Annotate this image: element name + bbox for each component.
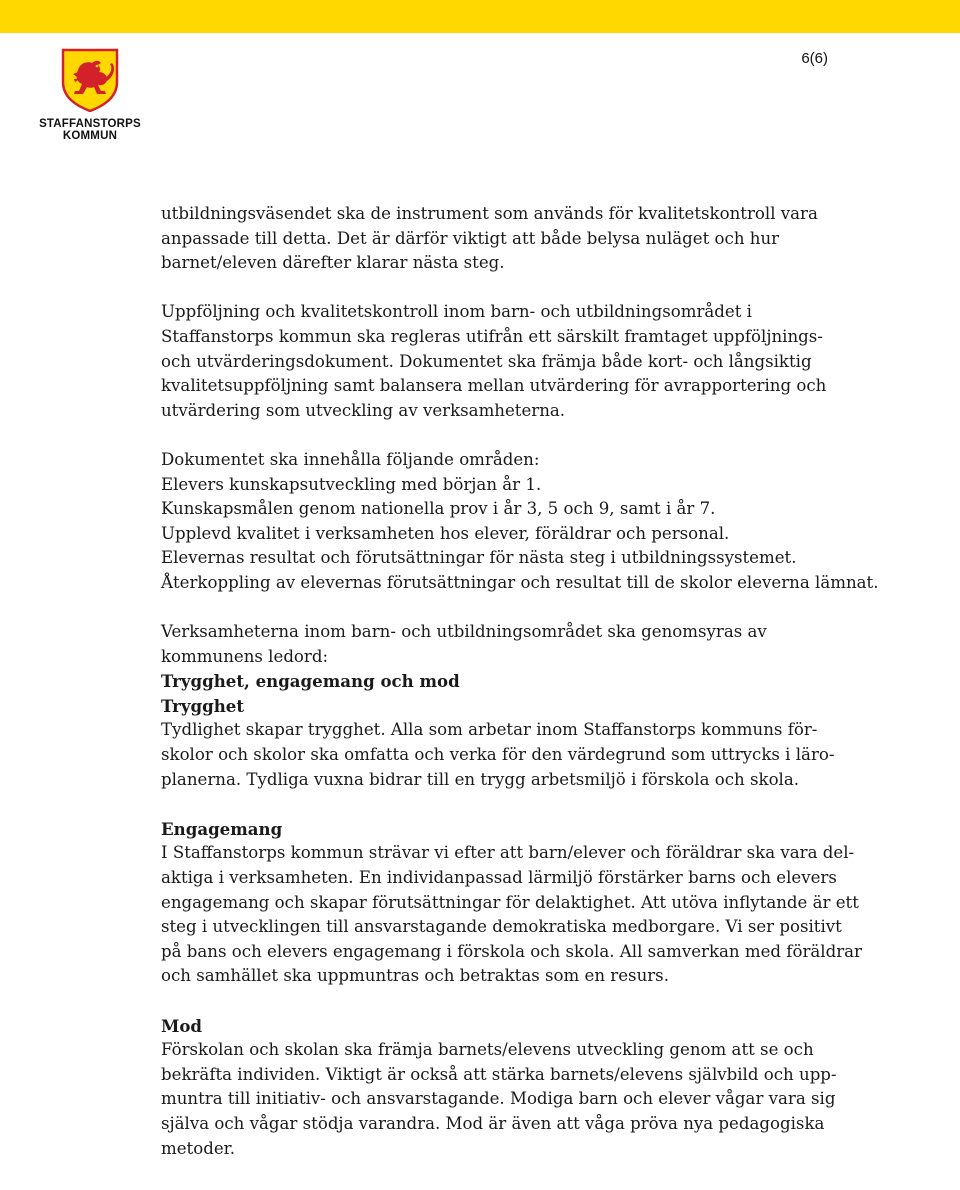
text-line: och samhället ska uppmuntras och betraktas som en resurs. [161,966,669,986]
motto-heading [161,669,896,694]
paragraph-areas [161,448,896,596]
text-line: steg i utvecklingen till ansvarstagande demokratiska medborgare. Vi ser positivt [161,917,842,937]
paragraph-followup [161,300,896,423]
paragraph-intro [161,202,896,276]
text-line: Verksamheterna inom barn- och utbildningsområdet ska genomsyras av [161,622,767,642]
section-mod [161,1014,896,1162]
text-line: Förskolan och skolan ska främja barnets/elevens utveckling genom att se och [161,1040,814,1060]
list-item: Kunskapsmålen genom nationella prov i år 3, 5 och 9, samt i år 7. [161,499,716,519]
municipality-logo [38,48,142,152]
text-line: Staffanstorps kommun ska regleras utifrån ett särskilt framtaget uppföljnings- [161,326,823,346]
list-item: Elevers kunskapsutveckling med början år 1. [161,474,542,494]
motto-text: Trygghet, engagemang och mod [161,671,460,692]
top-color-bar [0,0,960,33]
text-line: I Staffanstorps kommun strävar vi efter att barn/elever och föräldrar ska vara del- [161,843,855,863]
text-line: och utvärderingsdokument. Dokumentet ska främja både kort- och långsiktig [161,351,812,371]
text-line: engagemang och skapar förutsättningar för delaktighet. Att utöva inflytande är ett [161,892,859,912]
text-line: metoder. [161,1138,236,1158]
text-line: på bans och elevers engagemang i förskola och skola. All samverkan med föräldrar [161,941,862,961]
logo-text-line1: STAFFANSTORPS [39,118,141,130]
text-line: planerna. Tydliga vuxna bidrar till en trygg arbetsmiljö i förskola och skola. [161,769,800,789]
list-item: Upplevd kvalitet i verksamheten hos elever, föräldrar och personal. [161,523,730,543]
paragraph-motto-intro [161,620,896,669]
section-heading: Mod [161,1015,203,1036]
text-line: kvalitetsuppföljning samt balansera mellan utvärdering för avrapportering och [161,376,827,396]
text-line: Uppföljning och kvalitetskontroll inom barn- och utbildningsområdet i [161,302,752,322]
list-item: Elevernas resultat och förutsättningar för nästa steg i utbildningssystemet. [161,548,797,568]
text-line: anpassade till detta. Det är därför viktigt att både belysa nuläget och hur [161,228,780,248]
text-line: Tydlighet skapar trygghet. Alla som arbetar inom Staffanstorps kommuns för- [161,720,818,740]
section-heading: Trygghet [161,695,245,716]
text-line: bekräfta individen. Viktigt är också att stärka barnets/elevens självbild och upp- [161,1064,837,1084]
section-heading: Engagemang [161,818,283,839]
text-line: kommunens ledord: [161,646,329,666]
section-engagemang [161,817,896,989]
text-line: utbildningsväsendet ska de instrument som används för kvalitetskontroll vara [161,204,818,223]
document-body [161,202,896,1161]
text-line: barnet/eleven därefter klarar nästa steg. [161,253,505,273]
text-line: aktiga i verksamheten. En individanpassad lärmiljö förstärker barns och elevers [161,868,837,888]
text-line: Dokumentet ska innehålla följande områden: [161,449,540,469]
text-line: skolor och skolor ska omfatta och verka för den värdegrund som uttrycks i läro- [161,745,835,765]
text-line: själva och vågar stödja varandra. Mod är även att våga pröva nya pedagogiska [161,1113,825,1133]
page-number: 6(6) [801,50,828,67]
text-line: muntra till initiativ- och ansvarstagande. Modiga barn och elever vågar vara sig [161,1089,836,1109]
section-trygghet [161,694,896,792]
text-line: utvärdering som utveckling av verksamheterna. [161,400,566,420]
coat-of-arms-icon [61,48,119,112]
list-item: Återkoppling av elevernas förutsättningar och resultat till de skolor eleverna lämnat. [161,572,879,592]
logo-text-line2: KOMMUN [62,130,118,142]
